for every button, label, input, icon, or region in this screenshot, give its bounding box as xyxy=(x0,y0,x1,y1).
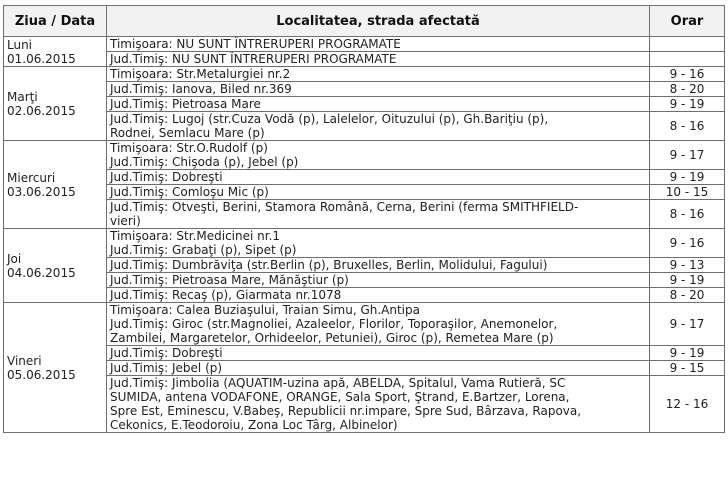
day-cell xyxy=(4,141,107,229)
location-line: Jud.Timiş: Comloşu Mic (p) xyxy=(110,185,269,199)
location-line: Jud.Timiş: Jebel (p) xyxy=(110,361,223,375)
location-line: Zambilei, Margaretelor, Orhideelor, Petuniei), Giroc (p), Remetea Mare (p) xyxy=(110,331,554,345)
location-line: Jud.Timiş: Dumbrăviţa (str.Berlin (p), Bruxelles, Berlin, Molidului, Fagului) xyxy=(110,258,548,272)
location-line: Timişoara: Str.Medicinei nr.1 xyxy=(110,229,281,243)
location-line: Jud.Timiş: Otveşti, Berini, Stamora Română, Cerna, Berini (ferma SMITHFIELD- xyxy=(110,200,579,214)
location-line: Jud.Timiş: Dobreşti xyxy=(110,170,223,184)
table-row xyxy=(4,376,725,433)
time-cell: 8 - 20 xyxy=(650,288,725,303)
location-cell xyxy=(107,82,650,97)
day-name: Luni xyxy=(7,37,33,52)
time-cell: 9 - 19 xyxy=(650,97,725,112)
location-cell xyxy=(107,361,650,376)
location-cell xyxy=(107,185,650,200)
time-cell xyxy=(650,52,725,67)
location-line: Jud.Timiş: Pietroasa Mare, Mănăştiur (p) xyxy=(110,273,349,287)
location-line: vieri) xyxy=(110,214,141,228)
location-line: Jud.Timiş: Recaş (p), Giarmata nr.1078 xyxy=(110,288,342,302)
day-name: Joi xyxy=(7,251,22,266)
location-line: Jud.Timiş: Grabaţi (p), Sipet (p) xyxy=(110,243,297,257)
table-row xyxy=(4,288,725,303)
day-date: 01.06.2015 xyxy=(7,51,76,66)
table-row xyxy=(4,361,725,376)
time-cell: 9 - 19 xyxy=(650,170,725,185)
table-row xyxy=(4,37,725,52)
location-line: Jud.Timiş: Pietroasa Mare xyxy=(110,97,261,111)
location-line: Jud.Timiş: Chişoda (p), Jebel (p) xyxy=(110,155,299,169)
time-cell: 9 - 13 xyxy=(650,258,725,273)
location-cell xyxy=(107,288,650,303)
location-line: Timişoara: Str.Metalurgiei nr.2 xyxy=(110,67,291,81)
location-line: Timişoara: Calea Buziaşului, Traian Simu, Gh.Antipa xyxy=(110,303,420,317)
location-cell xyxy=(107,112,650,141)
day-cell xyxy=(4,67,107,141)
location-line: Spre Est, Eminescu, V.Babeş, Republicii nr.impare, Spre Sud, Bârzava, Rapova, xyxy=(110,404,582,418)
location-line: Cekonics, E.Teodoroiu, Zona Loc Târg, Albinelor) xyxy=(110,418,398,432)
time-cell: 9 - 16 xyxy=(650,67,725,82)
day-name: Vineri xyxy=(7,353,42,368)
location-cell xyxy=(107,376,650,433)
table-body xyxy=(4,37,725,433)
table-row xyxy=(4,200,725,229)
header-location: Localitatea, strada afectată xyxy=(107,6,650,37)
table-row xyxy=(4,170,725,185)
time-cell xyxy=(650,37,725,52)
time-cell: 8 - 20 xyxy=(650,82,725,97)
time-cell: 8 - 16 xyxy=(650,112,725,141)
location-cell xyxy=(107,37,650,52)
location-line: Jud.Timiş: Ianova, Biled nr.369 xyxy=(110,82,292,96)
outage-table xyxy=(3,5,725,433)
header-time: Orar xyxy=(650,6,725,37)
location-cell xyxy=(107,229,650,258)
location-line: Jud.Timiş: Dobreşti xyxy=(110,346,223,360)
day-cell xyxy=(4,229,107,303)
header-row xyxy=(4,6,725,37)
location-cell xyxy=(107,258,650,273)
table-row xyxy=(4,82,725,97)
location-cell xyxy=(107,170,650,185)
location-cell xyxy=(107,67,650,82)
header-day: Ziua / Data xyxy=(4,6,107,37)
table-row xyxy=(4,52,725,67)
time-cell: 9 - 17 xyxy=(650,303,725,346)
table-row xyxy=(4,346,725,361)
location-line: Jud.Timiş: Jimbolia (AQUATIM-uzina apă, ABELDA, Spitalul, Vama Rutieră, SC xyxy=(110,376,566,390)
outage-schedule xyxy=(3,5,724,433)
table-row xyxy=(4,185,725,200)
time-cell: 12 - 16 xyxy=(650,376,725,433)
day-cell xyxy=(4,37,107,67)
time-cell: 9 - 19 xyxy=(650,273,725,288)
table-row xyxy=(4,273,725,288)
location-line: Jud.Timiş: Giroc (str.Magnoliei, Azaleelor, Florilor, Toporaşilor, Anemonelor, xyxy=(110,317,558,331)
location-cell xyxy=(107,303,650,346)
time-cell: 9 - 19 xyxy=(650,346,725,361)
location-cell xyxy=(107,346,650,361)
day-date: 04.06.2015 xyxy=(7,265,76,280)
location-line: Jud.Timiş: Lugoj (str.Cuza Vodă (p), Lalelelor, Oituzului (p), Gh.Bariţiu (p), xyxy=(110,112,549,126)
location-line: Timişoara: Str.O.Rudolf (p) xyxy=(110,141,268,155)
table-row xyxy=(4,303,725,346)
location-line: Jud.Timiş: NU SUNT ÎNTRERUPERI PROGRAMATE xyxy=(110,52,397,66)
day-cell xyxy=(4,303,107,433)
location-cell xyxy=(107,200,650,229)
location-cell xyxy=(107,141,650,170)
location-line: SUMIDA, antena VODAFONE, ORANGE, Sala Sport, Ştrand, E.Bartzer, Lorena, xyxy=(110,390,570,404)
day-date: 02.06.2015 xyxy=(7,103,76,118)
location-cell xyxy=(107,52,650,67)
time-cell: 9 - 15 xyxy=(650,361,725,376)
time-cell: 8 - 16 xyxy=(650,200,725,229)
table-row xyxy=(4,97,725,112)
location-cell xyxy=(107,97,650,112)
day-name: Miercuri xyxy=(7,170,56,185)
location-line: Timişoara: NU SUNT ÎNTRERUPERI PROGRAMATE xyxy=(110,37,401,51)
time-cell: 9 - 17 xyxy=(650,141,725,170)
table-row xyxy=(4,258,725,273)
location-cell xyxy=(107,273,650,288)
time-cell: 9 - 16 xyxy=(650,229,725,258)
day-name: Marţi xyxy=(7,89,38,104)
time-cell: 10 - 15 xyxy=(650,185,725,200)
location-line: Rodnei, Semlacu Mare (p) xyxy=(110,126,265,140)
day-date: 03.06.2015 xyxy=(7,184,76,199)
day-date: 05.06.2015 xyxy=(7,367,76,382)
table-row xyxy=(4,112,725,141)
table-row xyxy=(4,229,725,258)
table-row xyxy=(4,67,725,82)
table-row xyxy=(4,141,725,170)
